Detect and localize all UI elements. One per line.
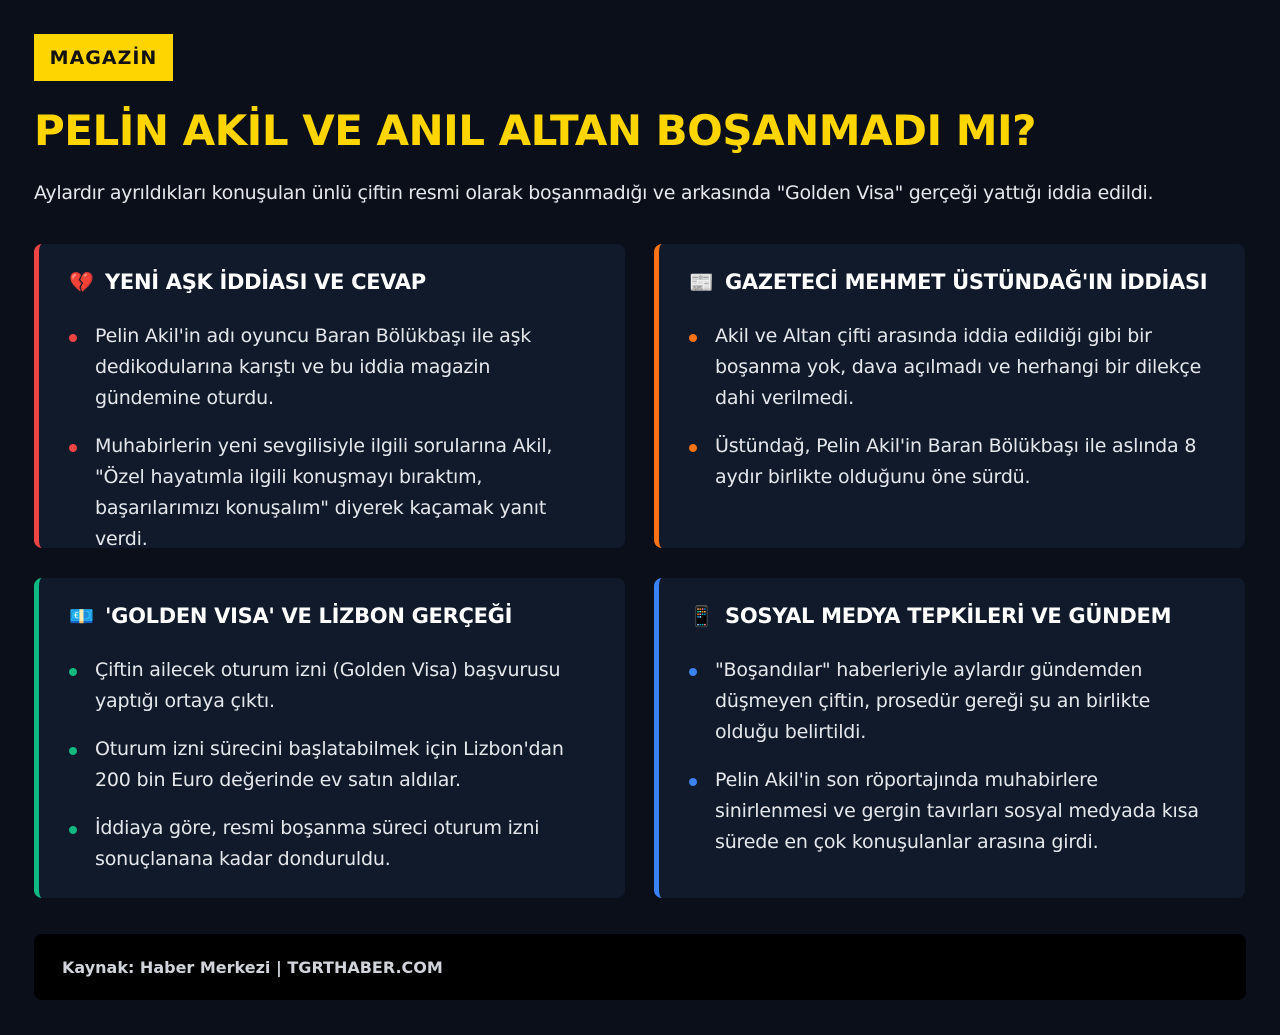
- list-item: [689, 321, 1215, 414]
- card-title-text: GAZETECİ MEHMET ÜSTÜNDAĞ'IN İDDİASI: [725, 270, 1208, 294]
- mobile-phone-icon: 📱: [689, 604, 714, 628]
- list-item-text: Çiftin ailecek oturum izni (Golden Visa) başvurusu yaptığı ortaya çıktı.: [95, 659, 561, 712]
- broken-heart-icon: 💔: [69, 270, 94, 294]
- list-item: [69, 655, 595, 717]
- bullet-icon: [69, 334, 77, 342]
- list-item: [69, 813, 595, 875]
- list-item-text: İddiaya göre, resmi boşanma süreci oturum izni sonuçlanana kadar donduruldu.: [95, 817, 540, 870]
- list-item-text: Üstündağ, Pelin Akil'in Baran Bölükbaşı ile aslında 8 aydır birlikte olduğunu öne sürdü.: [715, 435, 1197, 488]
- bullet-icon: [689, 778, 697, 786]
- card-title-text: YENİ AŞK İDDİASI VE CEVAP: [105, 270, 426, 294]
- card-title-text: 'GOLDEN VISA' VE LİZBON GERÇEĞİ: [105, 604, 513, 628]
- card-title-text: SOSYAL MEDYA TEPKİLERİ VE GÜNDEM: [725, 604, 1172, 628]
- list-item: [689, 431, 1215, 493]
- card-list: [689, 321, 1215, 493]
- bullet-icon: [689, 444, 697, 452]
- info-card: [654, 244, 1245, 548]
- list-item: [689, 655, 1215, 748]
- card-list: [69, 655, 595, 875]
- bullet-icon: [69, 668, 77, 676]
- list-item-text: Akil ve Altan çifti arasında iddia edildiği gibi bir boşanma yok, dava açılmadı ve herhangi bir dilekçe dahi verilmedi.: [715, 325, 1202, 409]
- list-item: [689, 765, 1215, 858]
- list-item-text: Pelin Akil'in adı oyuncu Baran Bölükbaşı ile aşk dedikodularına karıştı ve bu iddia magazin gündemine oturdu.: [95, 325, 532, 409]
- card-list: [689, 655, 1215, 858]
- bullet-icon: [689, 334, 697, 342]
- list-item: [69, 321, 595, 414]
- page-title: PELİN AKİL VE ANIL ALTAN BOŞANMADI MI?: [34, 106, 1036, 155]
- info-card: [34, 578, 625, 898]
- card-title: [689, 604, 1215, 628]
- card-title: [69, 270, 595, 294]
- info-card: [34, 244, 625, 548]
- list-item: [69, 431, 595, 555]
- list-item-text: Oturum izni sürecini başlatabilmek için Lizbon'dan 200 bin Euro değerinde ev satın aldılar.: [95, 738, 564, 791]
- newspaper-icon: 📰: [689, 270, 714, 294]
- source-footer: Kaynak: Haber Merkezi | TGRTHABER.COM: [34, 934, 1246, 1000]
- euro-banknote-icon: 💶: [69, 604, 94, 628]
- card-title: [69, 604, 595, 628]
- bullet-icon: [69, 826, 77, 834]
- bullet-icon: [69, 747, 77, 755]
- list-item-text: Pelin Akil'in son röportajında muhabirlere sinirlenmesi ve gergin tavırları sosyal medyada kısa sürede en çok konuşulanlar arasına girdi.: [715, 769, 1199, 853]
- category-badge: MAGAZİN: [34, 34, 173, 81]
- list-item-text: "Boşandılar" haberleriyle aylardır gündemden düşmeyen çiftin, prosedür gereği şu an birlikte olduğu belirtildi.: [715, 659, 1151, 743]
- card-title: [689, 270, 1215, 294]
- bullet-icon: [69, 444, 77, 452]
- bullet-icon: [689, 668, 697, 676]
- info-card: [654, 578, 1245, 898]
- list-item: [69, 734, 595, 796]
- list-item-text: Muhabirlerin yeni sevgilisiyle ilgili sorularına Akil, "Özel hayatımla ilgili konuşmayı bıraktım, başarılarımızı konuşalım" diyerek kaçamak yanıt verdi.: [95, 435, 553, 550]
- card-list: [69, 321, 595, 555]
- subtitle: Aylardır ayrıldıkları konuşulan ünlü çiftin resmi olarak boşanmadığı ve arkasında "Golden Visa" gerçeği yattığı iddia edildi.: [34, 182, 1154, 204]
